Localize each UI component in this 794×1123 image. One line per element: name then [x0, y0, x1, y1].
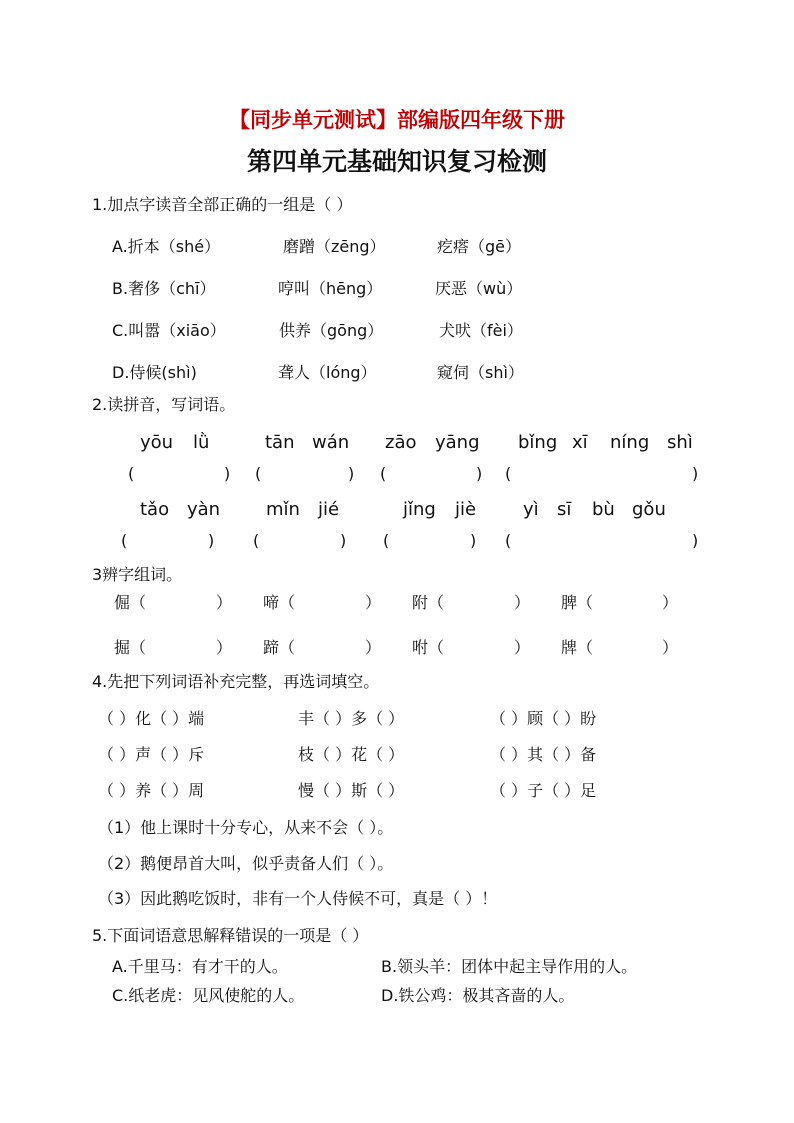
pinyin-syllable: bù: [592, 499, 615, 520]
pinyin-syllable: jié: [318, 499, 340, 520]
q1-option-c-word2: 供养（gōng）: [279, 321, 384, 340]
question-2: 2.读拼音，写词语。: [92, 395, 236, 414]
answer-paren-open: (: [253, 531, 260, 550]
pinyin-syllable: xī: [572, 432, 588, 453]
question-1: 1.加点字读音全部正确的一组是（ ）: [92, 195, 353, 214]
q4-idiom: （ ）养（ ）周: [98, 781, 205, 800]
q3-char: 倔（: [114, 593, 147, 612]
pinyin-syllable: yōu: [140, 432, 174, 453]
document-title: 【同步单元测试】部编版四年级下册: [229, 108, 565, 132]
pinyin-syllable: gǒu: [632, 499, 666, 520]
question-3: 3辨字组词。: [92, 565, 183, 584]
pinyin-syllable: wán: [312, 432, 350, 453]
answer-paren-open: (: [505, 464, 512, 483]
answer-paren-close: ): [340, 531, 347, 550]
pinyin-syllable: zāo: [385, 432, 417, 453]
q4-idiom: （ ）子（ ）足: [490, 781, 597, 800]
answer-paren-close: ): [692, 464, 699, 483]
pinyin-syllable: yāng: [435, 432, 480, 453]
question-4: 4.先把下列词语补充完整，再选词填空。: [92, 672, 380, 691]
q3-paren-close: ）: [662, 638, 679, 657]
q3-char: 咐（: [412, 638, 445, 657]
q5-option-a: A.千里马：有才干的人。: [112, 957, 288, 976]
q5-option-b: B.领头羊：团体中起主导作用的人。: [381, 957, 638, 976]
q4-sentence-2: （2）鹅便昂首大叫，似乎责备人们（ ）。: [98, 854, 394, 873]
q4-idiom: （ ）顾（ ）盼: [490, 709, 597, 728]
q1-option-c-word3: 犬吠（fèi）: [439, 321, 523, 340]
q3-char: 附（: [412, 593, 445, 612]
q4-idiom: （ ）其（ ）备: [490, 745, 597, 764]
q3-char: 啼（: [263, 593, 296, 612]
q3-paren-close: ）: [365, 593, 382, 612]
q1-option-d: D.侍候(shì): [112, 363, 197, 382]
q1-option-b-word2: 哼叫（hēng）: [278, 279, 383, 298]
pinyin-syllable: sī: [557, 499, 572, 520]
q5-option-c: C.纸老虎：见风使舵的人。: [112, 986, 305, 1005]
pinyin-syllable: bǐng: [518, 432, 558, 453]
answer-paren-close: ): [224, 464, 231, 483]
answer-paren-close: ): [348, 464, 355, 483]
q3-paren-close: ）: [365, 638, 382, 657]
pinyin-syllable: lǜ: [193, 432, 210, 453]
q4-idiom: 枝（ ）花（ ）: [298, 745, 405, 764]
answer-paren-close: ): [692, 531, 699, 550]
pinyin-syllable: yàn: [187, 499, 221, 520]
q5-option-d: D.铁公鸡：极其吝啬的人。: [381, 986, 575, 1005]
answer-paren-open: (: [383, 531, 390, 550]
answer-paren-open: (: [255, 464, 262, 483]
answer-paren-close: ): [208, 531, 215, 550]
pinyin-syllable: jǐng: [403, 499, 436, 520]
q3-paren-close: ）: [662, 593, 679, 612]
pinyin-syllable: shì: [667, 432, 693, 453]
q1-option-b: B.奢侈（chī）: [112, 279, 216, 298]
q3-char: 掘（: [114, 638, 147, 657]
q3-char: 脾（: [561, 593, 594, 612]
q3-char: 蹄（: [263, 638, 296, 657]
q1-option-d-word2: 聋人（lóng）: [278, 363, 377, 382]
answer-paren-open: (: [380, 464, 387, 483]
q3-paren-close: ）: [514, 638, 531, 657]
q4-idiom: （ ）声（ ）斥: [98, 745, 205, 764]
answer-paren-close: ): [470, 531, 477, 550]
pinyin-syllable: jiè: [455, 499, 477, 520]
answer-paren-close: ): [476, 464, 483, 483]
q4-sentence-3: （3）因此鹅吃饭时，非有一个人侍候不可，真是（ ）！: [98, 889, 498, 908]
q3-paren-close: ）: [216, 638, 233, 657]
pinyin-syllable: mǐn: [266, 499, 300, 520]
answer-paren-open: (: [128, 464, 135, 483]
q1-option-a: A.折本（shé）: [112, 237, 221, 256]
q3-paren-close: ）: [216, 593, 233, 612]
q1-option-b-word3: 厌恶（wù）: [435, 279, 523, 298]
q3-paren-close: ）: [514, 593, 531, 612]
q4-idiom: （ ）化（ ）端: [98, 709, 205, 728]
pinyin-syllable: yì: [523, 499, 539, 520]
q4-sentence-1: （1）他上课时十分专心，从来不会（ ）。: [98, 818, 394, 837]
q1-option-a-word3: 疙瘩（gē）: [437, 237, 522, 256]
answer-paren-open: (: [505, 531, 512, 550]
q1-option-a-word2: 磨蹭（zēng）: [283, 237, 386, 256]
document-subtitle: 第四单元基础知识复习检测: [246, 147, 547, 176]
question-5: 5.下面词语意思解释错误的一项是（ ）: [92, 926, 369, 945]
q4-idiom: 慢（ ）斯（ ）: [298, 781, 405, 800]
q4-idiom: 丰（ ）多（ ）: [298, 709, 405, 728]
pinyin-syllable: tǎo: [140, 499, 170, 520]
q1-option-d-word3: 窥伺（shì）: [437, 363, 524, 382]
pinyin-syllable: tān: [265, 432, 295, 453]
pinyin-syllable: níng: [610, 432, 650, 453]
q3-char: 牌（: [561, 638, 594, 657]
answer-paren-open: (: [121, 531, 128, 550]
q1-option-c: C.叫嚣（xiāo）: [112, 321, 226, 340]
